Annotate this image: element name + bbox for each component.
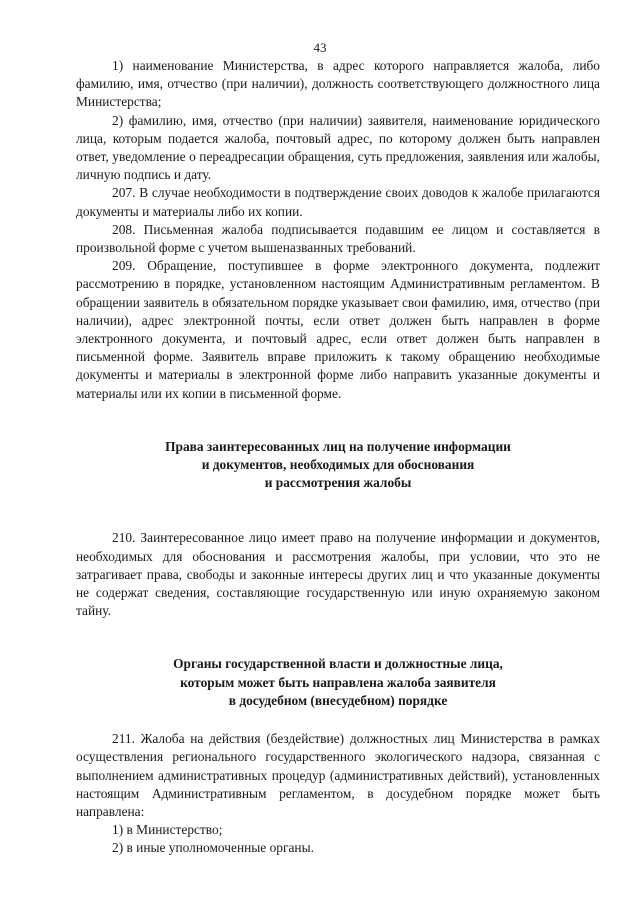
heading-line: Органы государственной власти и должностные лица, <box>173 656 503 672</box>
paragraph-211: 211. Жалоба на действия (бездействие) должностных лиц Министерства в рамках осуществления регионального государственного экологического надзора, связанная с выполнением административных процедур (административных действий), установленных настоящим Административным регламентом, в досудебном порядке может быть направлена: <box>76 731 600 819</box>
paragraph-208: 208. Письменная жалоба подписывается подавшим ее лицом и составляется в произвольной форме с учетом вышеназванных требований. <box>76 221 600 256</box>
heading-line: в досудебном (внесудебном) порядке <box>228 692 448 708</box>
heading-line: и рассмотрения жалобы <box>264 475 412 491</box>
paragraph-item-2: 2) фамилию, имя, отчество (при наличии) заявителя, наименование юридического лица, которым подается жалоба, почтовый адрес, по которому должен быть направлен ответ, уведомление о переадресации обращения, суть предложения, заявления или жалобы, личную подпись и дату. <box>76 112 600 183</box>
list-item: 1) в Министерство; <box>112 822 223 838</box>
section-heading-rights <box>76 438 600 493</box>
heading-line: которым может быть направлена жалоба заявителя <box>180 674 496 690</box>
list-item: 2) в иные уполномоченные органы. <box>112 840 314 856</box>
document-body <box>76 57 600 858</box>
paragraph-210: 210. Заинтересованное лицо имеет право на получение информации и документов, необходимых для обоснования и рассмотрения жалобы, при условии, что это не затрагивает права, свободы и законные интересы других лиц и что указанные документы не содержат сведения, составляющие государственную или иную охраняемую законом тайну. <box>76 530 600 619</box>
paragraph-item-1: 1) наименование Министерства, в адрес которого направляется жалоба, либо фамилию, имя, отчество (при наличии), должность соответствующего должностного лица Министерства; <box>76 58 600 110</box>
heading-line: Права заинтересованных лиц на получение информации <box>165 438 511 454</box>
heading-line: и документов, необходимых для обоснования <box>201 457 475 473</box>
section-heading-authorities <box>76 655 600 710</box>
paragraph-207: 207. В случае необходимости в подтверждение своих доводов к жалобе прилагаются документы и материалы либо их копии. <box>76 185 600 219</box>
page-number: 43 <box>313 40 327 55</box>
paragraph-209: 209. Обращение, поступившее в форме электронного документа, подлежит рассмотрению в порядке, установленном настоящим Административным регламентом. В обращении заявитель в обязательном порядке указывает свои фамилию, имя, отчество (при наличии), адрес электронной почты, если ответ должен быть направлен в форме электронного документа, и почтовый адрес, если ответ должен быть направлен в письменной форме. Заявитель вправе приложить к такому обращению необходимые документы и материалы в электронной форме либо направить указанные документы и материалы или их копии в письменной форме. <box>76 258 600 401</box>
